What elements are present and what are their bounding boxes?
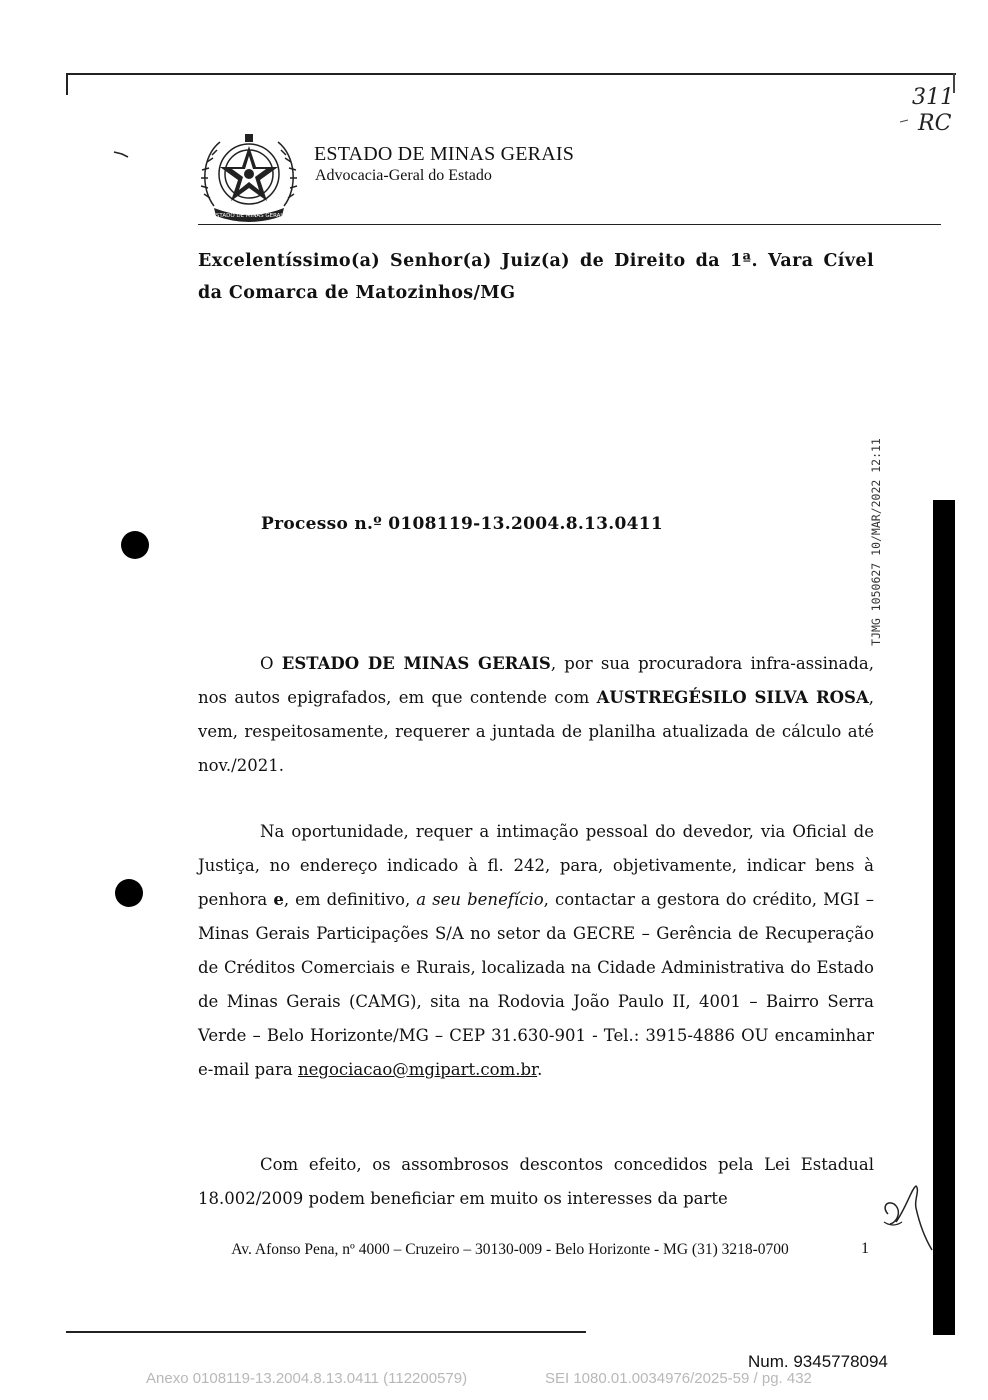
addressee-line: Excelentíssimo(a) Senhor(a) Juiz(a) de Direito da 1ª. Vara Cível da Comarca de Matozinhos/MG <box>198 251 874 303</box>
process-number: Processo n.º 0108119-13.2004.8.13.0411 <box>261 514 664 534</box>
body-paragraph-1: O ESTADO DE MINAS GERAIS, por sua procuradora infra-assinada, nos autos epigrafados, em que contende com AUSTREGÉSILO SILVA ROSA, vem, respeitosamente, requerer a juntada de planilha atualizada de cálculo até nov./2021. <box>198 654 875 775</box>
document-number: Num. 9345778094 <box>748 1352 888 1371</box>
body-paragraph-3: Com efeito, os assombrosos descontos concedidos pela Lei Estadual 18.002/2009 podem beneficiar em muito os interesses da parte <box>198 1155 874 1208</box>
court-protocol-stamp-text: TJMG 1050627 10/MAR/2022 12:11 <box>869 438 883 646</box>
scan-edge-shadow <box>933 500 955 1335</box>
scan-speck-mark <box>113 150 129 158</box>
state-name-heading: ESTADO DE MINAS GERAIS <box>314 143 575 165</box>
handwritten-page-annotation <box>898 80 968 138</box>
opposing-party-name: AUSTREGÉSILO SILVA ROSA <box>596 688 869 707</box>
header-divider <box>198 224 941 225</box>
handwritten-page-mark: 311 <box>912 85 954 110</box>
handwritten-initials: RC <box>918 111 952 136</box>
party-state-name: ESTADO DE MINAS GERAIS <box>281 654 551 673</box>
footer-address: Av. Afonso Pena, nº 4000 – Cruzeiro – 30130-009 - Belo Horizonte - MG (31) 3218-0700 <box>231 1241 789 1258</box>
handwritten-signature-mark <box>876 1178 936 1253</box>
annex-reference: Anexo 0108119-13.2004.8.13.0411 (112200579) <box>146 1370 468 1387</box>
hole-punch-mark <box>115 879 143 907</box>
contact-email-link[interactable]: negociacao@mgipart.com.br <box>298 1060 538 1079</box>
bottom-border-line <box>66 1331 586 1333</box>
agency-name: Advocacia-Geral do Estado <box>315 167 492 184</box>
minas-gerais-coat-of-arms-icon <box>198 128 300 224</box>
seal-ribbon-text: ESTADO DE MINAS GERAIS <box>212 213 286 219</box>
left-border-tick <box>66 73 68 95</box>
page-number: 1 <box>861 1240 869 1257</box>
body-paragraph-2: Na oportunidade, requer a intimação pessoal do devedor, via Oficial de Justiça, no endereço indicado à fl. 242, para, objetivamente, indicar bens à penhora e, em definitivo, a seu benefício, contactar a gestora do crédito, MGI – Minas Gerais Participações S/A no setor da GECRE – Gerência de Recuperação de Créditos Comerciais e Rurais, localizada na Cidade Administrativa do Estado de Minas Gerais (CAMG), sita na Rodovia João Paulo II, 4001 – Bairro Serra Verde – Belo Horizonte/MG – CEP 31.630-901 - Tel.: 3915-4886 OU encaminhar e-mail para negociacao@mgipart.com.br. <box>198 822 874 1079</box>
court-protocol-stamp <box>864 440 888 645</box>
hole-punch-mark <box>121 531 149 559</box>
sei-reference: SEI 1080.01.0034976/2025-59 / pg. 432 <box>545 1370 812 1387</box>
top-border-line <box>66 73 956 75</box>
emphasis-phrase: a seu benefício <box>416 890 544 909</box>
